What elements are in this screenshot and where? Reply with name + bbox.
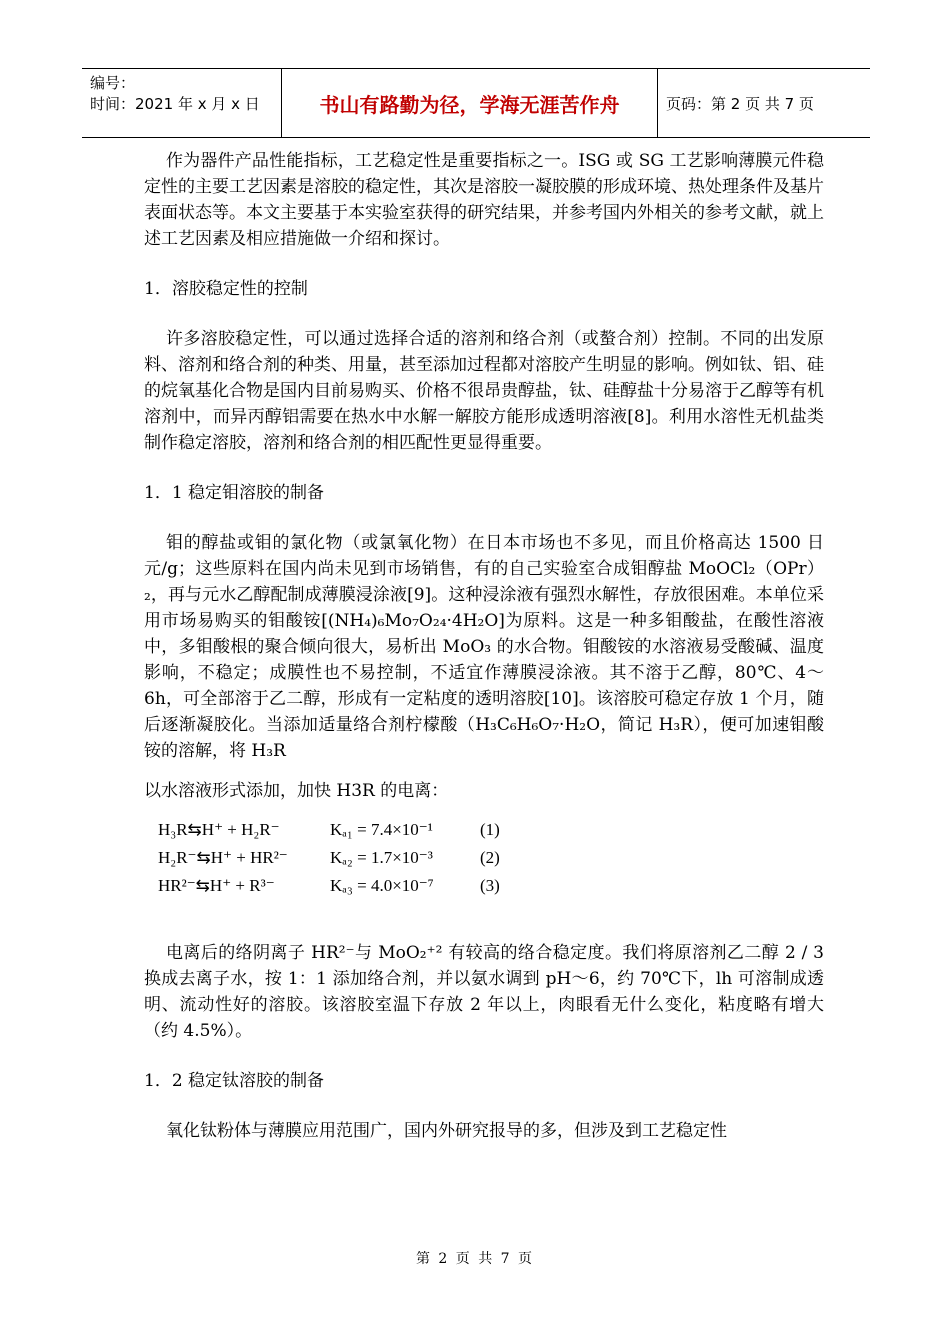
section-heading-1-2: 1．2 稳定钛溶胶的制备	[144, 1071, 325, 1091]
ionization-equations	[158, 816, 824, 900]
equation-number: (3)	[480, 876, 500, 895]
section-heading-1: 1．溶胶稳定性的控制	[144, 279, 308, 299]
equation-reaction: H₂R⁻⇆H⁺ + HR²⁻	[158, 848, 288, 867]
equation-constant: Kₐ₃ = 4.0×10⁻⁷	[330, 876, 434, 895]
header-meta	[82, 69, 282, 137]
paragraph-ionization-intro: 以水溶液形式添加，加快 H3R 的电离：	[144, 781, 449, 801]
document-body	[144, 148, 824, 1168]
paragraph-intro: 作为器件产品性能指标，工艺稳定性是重要指标之一。ISG 或 SG 工艺影响薄膜元件稳定性的主要工艺因素是溶胶的稳定性，其次是溶胶一凝胶膜的形成环境、热处理条件及基片表面状态等。本文主要基于本实验室获得的研究结果，并参考国内外相关的参考文献，就上述工艺因素及相应措施做一介绍和探讨。	[144, 151, 824, 249]
equation-number: (2)	[480, 848, 500, 867]
header-motto: 书山有路勤为径，学海无涯苦作舟	[282, 69, 658, 137]
page-header	[82, 68, 870, 138]
paragraph-mo-sol: 钼的醇盐或钼的氯化物（或氯氧化物）在日本市场也不多见，而且价格高达 1500 日元/g；这些原料在国内尚未见到市场销售，有的自己实验室合成钼醇盐 MoOCl₂（OPr）₂，再与元水乙醇配制成薄膜浸涂液[9]。这种浸涂液有强烈水解性，存放很困难。本单位采用市场易购买的钼酸铵[(NH₄)₆Mo₇O₂₄·4H₂O]为原料。这是一种多钼酸盐，在酸性溶液中，多钼酸根的聚合倾向很大，易析出 MoO₃ 的水合物。钼酸铵的水溶液易受酸碱、温度影响，不稳定；成膜性也不易控制，不适宜作薄膜浸涂液。其不溶于乙醇，80℃、4～6h，可全部溶于乙二醇，形成有一定粘度的透明溶胶[10]。该溶胶可稳定存放 1 个月，随后逐渐凝胶化。当添加适量络合剂柠檬酸（H₃C₆H₆O₇·H₂O，简记 H₃R），便可加速钼酸铵的溶解，将 H₃R	[144, 533, 824, 761]
header-number: 编号：	[90, 74, 136, 92]
equation-row	[158, 844, 824, 872]
page-footer: 第 2 页 共 7 页	[415, 1251, 535, 1267]
equation-number: (1)	[480, 820, 500, 839]
paragraph-complex-stability: 电离后的络阴离子 HR²⁻与 MoO₂⁺² 有较高的络合稳定度。我们将原溶剂乙二醇 2 / 3 换成去离子水，按 1：1 添加络合剂，并以氨水调到 pH～6，约 70℃下，lh 可溶制成透明、流动性好的溶胶。该溶胶室温下存放 2 年以上，肉眼看无什么变化，粘度略有增大（约 4.5%）。	[144, 943, 824, 1041]
equation-constant: Kₐ₁ = 7.4×10⁻¹	[330, 820, 433, 839]
paragraph-sol-stability: 许多溶胶稳定性，可以通过选择合适的溶剂和络合剂（或螯合剂）控制。不同的出发原料、溶剂和络合剂的种类、用量，甚至添加过程都对溶胶产生明显的影响。例如钛、铝、硅的烷氧基化合物是国内目前易购买、价格不很昂贵醇盐，钛、硅醇盐十分易溶于乙醇等有机溶剂中，而异丙醇铝需要在热水中水解一解胶方能形成透明溶液[8]。利用水溶性无机盐类制作稳定溶胶，溶剂和络合剂的相匹配性更显得重要。	[144, 329, 824, 453]
equation-reaction: HR²⁻⇆H⁺ + R³⁻	[158, 876, 275, 895]
equation-reaction: H₃R⇆H⁺ + H₂R⁻	[158, 820, 280, 839]
paragraph-ti-sol: 氧化钛粉体与薄膜应用范围广，国内外研究报导的多，但涉及到工艺稳定性	[166, 1121, 727, 1141]
section-heading-1-1: 1．1 稳定钼溶胶的制备	[144, 483, 325, 503]
equation-row	[158, 872, 824, 900]
equation-constant: Kₐ₂ = 1.7×10⁻³	[330, 848, 433, 867]
header-page-number: 页码：第 2 页 共 7 页	[666, 94, 814, 113]
header-time: 时间：2021 年 x 月 x 日	[90, 95, 260, 113]
equation-row	[158, 816, 824, 844]
